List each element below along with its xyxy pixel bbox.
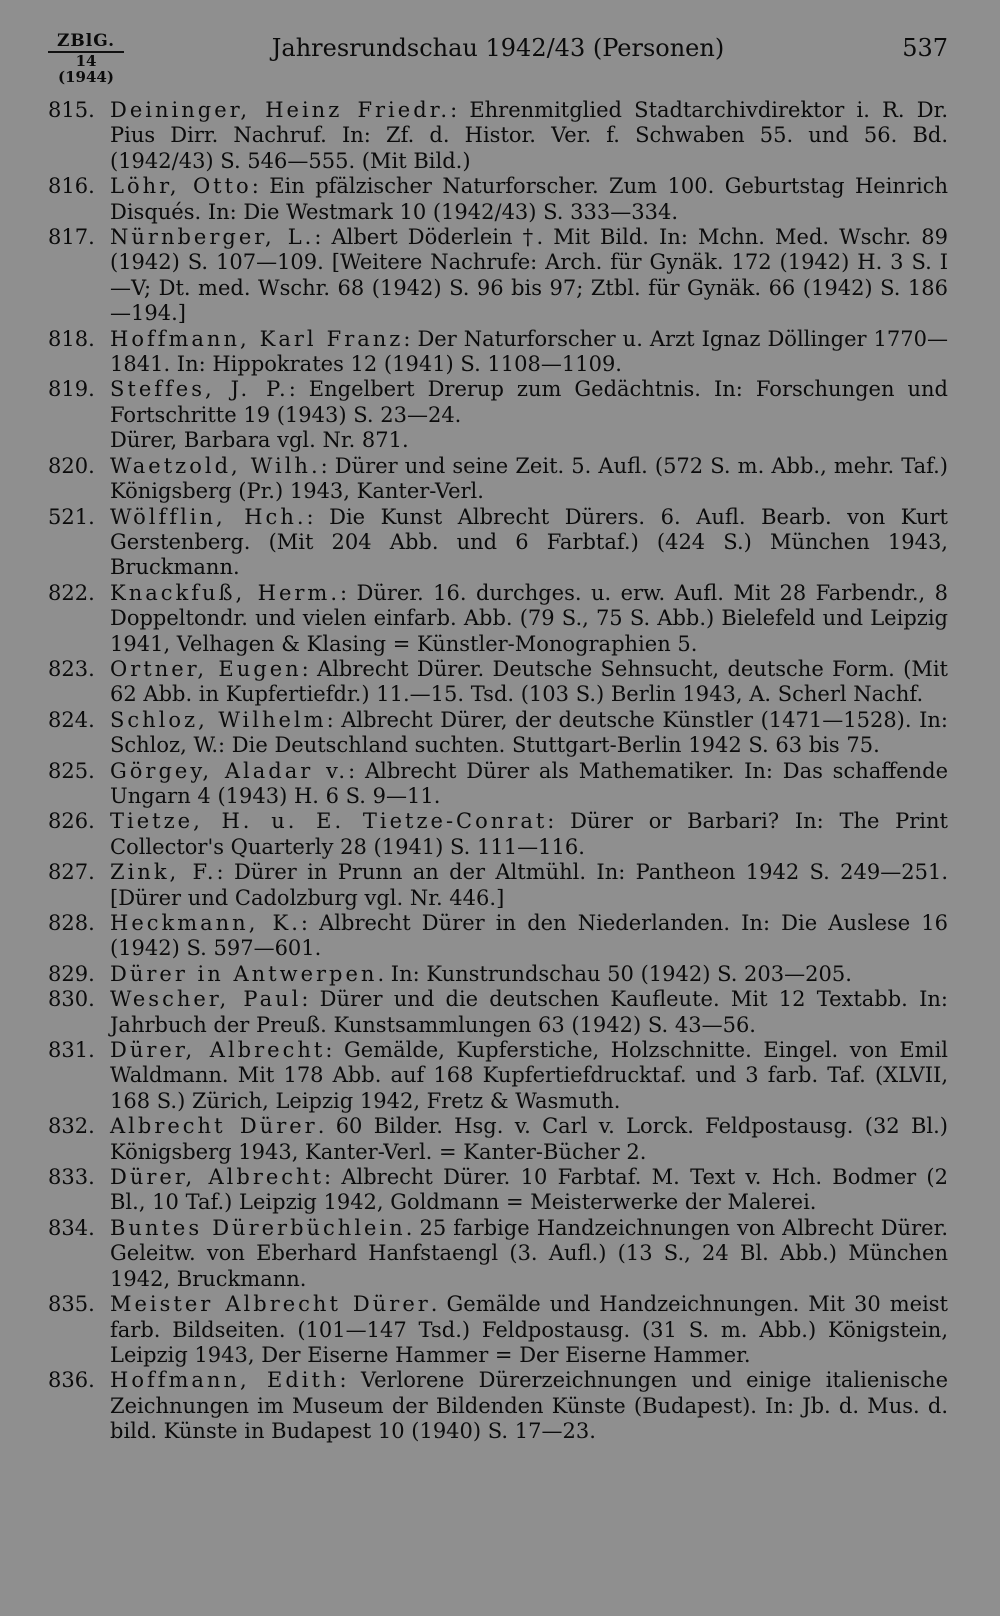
entry-number: 826. — [48, 809, 95, 834]
entry-author: Wölfflin, Hch. — [110, 504, 307, 529]
entry-author: Steffes, J. P. — [110, 377, 289, 402]
entry-number: 836. — [48, 1368, 95, 1393]
entry-number: 816. — [48, 174, 95, 199]
entry-815 — [48, 98, 948, 174]
entry-text: : Albrecht Dürer, der deutsche Künstler (1471—1528). In: Schloz, W.: Die Deutschland suchten. Stuttgart-Berlin 1942 S. 63 bis 75. — [110, 707, 948, 758]
entry-826 — [48, 809, 948, 860]
entry-830 — [48, 987, 948, 1038]
entry-author: Dürer, Albrecht — [110, 1038, 326, 1063]
entry-text: : Verlorene Dürerzeichnungen und einige italienische Zeichnungen im Museum der Bildenden Künste (Budapest). In: Jb. d. Mus. d. bild. Künste in Budapest 10 (1940) S. 17—23. — [110, 1368, 949, 1444]
entry-text: : Ein pfälzischer Naturforscher. Zum 100. Geburtstag Heinrich Disqués. In: Die Westmark 10 (1942/43) S. 333—334. — [110, 174, 948, 224]
entry-text: . Gemälde und Handzeichnungen. Mit 30 meist farb. Bildseiten. (101—147 Tsd.) Feldpostausg. (31 S. m. Abb.) Königstein, Leipzig 1943, Der Eiserne Hammer = Der Eiserne Hammer. — [110, 1292, 949, 1367]
entry-number: 833. — [48, 1165, 95, 1190]
entry-author: Hoffmann, Karl Franz — [110, 326, 404, 351]
entry-835 — [48, 1292, 948, 1368]
entry-number: 831. — [48, 1038, 95, 1063]
entry-author: Löhr, Otto — [110, 174, 252, 199]
entry-825 — [48, 759, 948, 810]
entry-number: 829. — [48, 961, 95, 986]
entry-823 — [48, 657, 948, 708]
journal-abbreviation: ZBlG. — [48, 32, 124, 53]
entry-number: 823. — [48, 656, 95, 681]
entry-text: . 60 Bilder. Hsg. v. Carl v. Lorck. Feldpostausg. (32 Bl.) Königsberg 1943, Kanter-Verl. = Kanter-Bücher 2. — [110, 1114, 948, 1164]
entry-829 — [48, 962, 948, 987]
entry-text: : Gemälde, Kupferstiche, Holzschnitte. Eingel. von Emil Waldmann. Mit 178 Abb. auf 168 Kupfertiefdrucktaf. und 3 farb. Taf. (XLVII, 168 S.) Zürich, Leipzig 1942, Fretz & Wasmuth. — [110, 1038, 949, 1113]
entry-text: : Dürer. 16. durchges. u. erw. Aufl. Mit 28 Farbendr., 8 Doppeltondr. und vielen einfarb. Abb. (79 S., 75 S. Abb.) Bielefeld und Leipzig 1941, Velhagen & Klasing = Künstler-Monographien 5. — [110, 580, 948, 656]
entry-author: Deininger, Heinz Friedr. — [110, 98, 451, 122]
entry-author: Tietze, H. u. E. Tietze-Conrat — [110, 809, 548, 834]
entry-number: 819. — [48, 377, 95, 402]
entry-836 — [48, 1368, 948, 1444]
entry-833 — [48, 1165, 948, 1216]
entry-author: Hoffmann, Edith — [110, 1368, 340, 1393]
entry-number: 827. — [48, 860, 95, 885]
cross-reference — [48, 428, 948, 453]
entry-text: : Dürer und die deutschen Kaufleute. Mit 12 Textabb. In: Jahrbuch der Preuß. Kunstsammlungen 63 (1942) S. 43—56. — [110, 987, 948, 1037]
entry-text: : Albrecht Dürer. 10 Farbtaf. M. Text v. Hch. Bodmer (2 Bl., 10 Taf.) Leipzig 1942, Goldmann = Meisterwerke der Malerei. — [110, 1165, 948, 1215]
entry-text: : Albert Döderlein †. Mit Bild. In: Mchn. Med. Wschr. 89 (1942) S. 107—109. [Weitere Nachrufe: Arch. für Gynäk. 172 (1942) H. 3 S. I—V; Dt. med. Wschr. 68 (1942) S. 96 bis 97; Ztbl. für Gynäk. 66 (1942) S. 186—194.] — [110, 225, 948, 326]
entry-822 — [48, 581, 948, 657]
entry-number: 817. — [48, 225, 95, 250]
entry-author: Albrecht Dürer — [110, 1114, 318, 1139]
entry-832 — [48, 1114, 948, 1165]
entry-author: Waetzold, Wilh. — [110, 453, 321, 478]
entry-text: : Die Kunst Albrecht Dürers. 6. Aufl. Bearb. von Kurt Gerstenberg. (Mit 204 Abb. und 6 Farbtaf.) (424 S.) München 1943, Bruckmann. — [110, 504, 948, 580]
page-number: 537 — [902, 34, 948, 62]
entry-819 — [48, 377, 948, 428]
entry-number: 521. — [48, 504, 95, 529]
entry-author: Schloz, Wilhelm — [110, 707, 327, 732]
entry-author: Buntes Dürerbüchlein — [110, 1215, 406, 1240]
entry-number: 822. — [48, 580, 95, 605]
entry-number: 828. — [48, 911, 95, 935]
bibliography-list — [48, 98, 948, 1445]
entry-817 — [48, 225, 948, 327]
entry-831 — [48, 1038, 948, 1114]
entry-828 — [48, 911, 948, 962]
entry-author: Wescher, Paul — [110, 987, 302, 1012]
entry-521 — [48, 505, 948, 581]
entry-author: Dürer, Albrecht — [110, 1165, 325, 1190]
entry-818 — [48, 327, 948, 378]
journal-volume: 14 (1944) — [58, 51, 114, 87]
entry-827 — [48, 860, 948, 911]
entry-text: : Albrecht Dürer in den Niederlanden. In: Die Auslese 16 (1942) S. 597—601. — [110, 911, 948, 961]
entry-number: 820. — [48, 453, 95, 478]
entry-824 — [48, 708, 948, 759]
entry-number: 825. — [48, 758, 95, 783]
entry-text: . 25 farbige Handzeichnungen von Albrecht Dürer. Geleitw. von Eberhard Hanfstaengl (3. Aufl.) (13 S., 24 Bl. Abb.) München 1942, Bruckmann. — [110, 1215, 949, 1291]
entry-text: : Ehrenmitglied Stadtarchivdirektor i. R. Dr. Pius Dirr. Nachruf. In: Zf. d. Histor. Ver. f. Schwaben 55. und 56. Bd. (1942/43) S. 546—555. (Mit Bild.) — [110, 98, 948, 173]
running-title: Jahresrundschau 1942/43 (Personen) — [271, 34, 725, 62]
entry-author: Knackfuß, Herm. — [110, 580, 340, 605]
entry-text: : Der Naturforscher u. Arzt Ignaz Döllinger 1770—1841. In: Hippokrates 12 (1941) S. 1108—1109. — [110, 326, 948, 377]
entry-834 — [48, 1216, 948, 1292]
entry-number: 830. — [48, 987, 95, 1012]
entry-text: : Engelbert Drerup zum Gedächtnis. In: Forschungen und Fortschritte 19 (1943) S. 23—24. — [110, 377, 948, 427]
entry-text: . In: Kunstrundschau 50 (1942) S. 203—205. — [377, 961, 852, 986]
entry-number: 818. — [48, 326, 95, 351]
entry-author: Nürnberger, L. — [110, 225, 315, 250]
entry-author: Ortner, Eugen — [110, 656, 302, 681]
entry-text: : Albrecht Dürer. Deutsche Sehnsucht, deutsche Form. (Mit 62 Abb. in Kupfertiefdr.) 11.—15. Tsd. (103 S.) Berlin 1943, A. Scherl Nachf. — [110, 656, 948, 707]
entry-number: 815. — [48, 98, 95, 122]
entry-text: : Dürer in Prunn an der Altmühl. In: Pantheon 1942 S. 249—251. [Dürer und Cadolzburg vgl. Nr. 446.] — [110, 860, 948, 910]
entry-number: 835. — [48, 1292, 95, 1317]
entry-number: 834. — [48, 1215, 95, 1240]
entry-text: : Dürer und seine Zeit. 5. Aufl. (572 S. m. Abb., mehr. Taf.) Königsberg (Pr.) 1943, Kanter-Verl. — [110, 453, 948, 504]
entry-author: Zink, F. — [110, 860, 217, 885]
entry-text: Dürer, Barbara vgl. Nr. 871. — [110, 428, 409, 453]
entry-text: : Albrecht Dürer als Mathematiker. In: Das schaffende Ungarn 4 (1943) H. 6 S. 9—11. — [110, 758, 948, 808]
entry-author: Görgey, Aladar v. — [110, 758, 349, 783]
entry-number: 832. — [48, 1114, 95, 1139]
entry-author: Dürer in Antwerpen — [110, 961, 378, 986]
entry-author: Heckmann, K. — [110, 911, 301, 935]
entry-author: Meister Albrecht Dürer — [110, 1292, 431, 1317]
entry-text: : Dürer or Barbari? In: The Print Collector's Quarterly 28 (1941) S. 111—116. — [110, 809, 948, 859]
entry-816 — [48, 174, 948, 225]
page-header — [48, 30, 948, 87]
entry-820 — [48, 454, 948, 505]
entry-number: 824. — [48, 707, 95, 732]
